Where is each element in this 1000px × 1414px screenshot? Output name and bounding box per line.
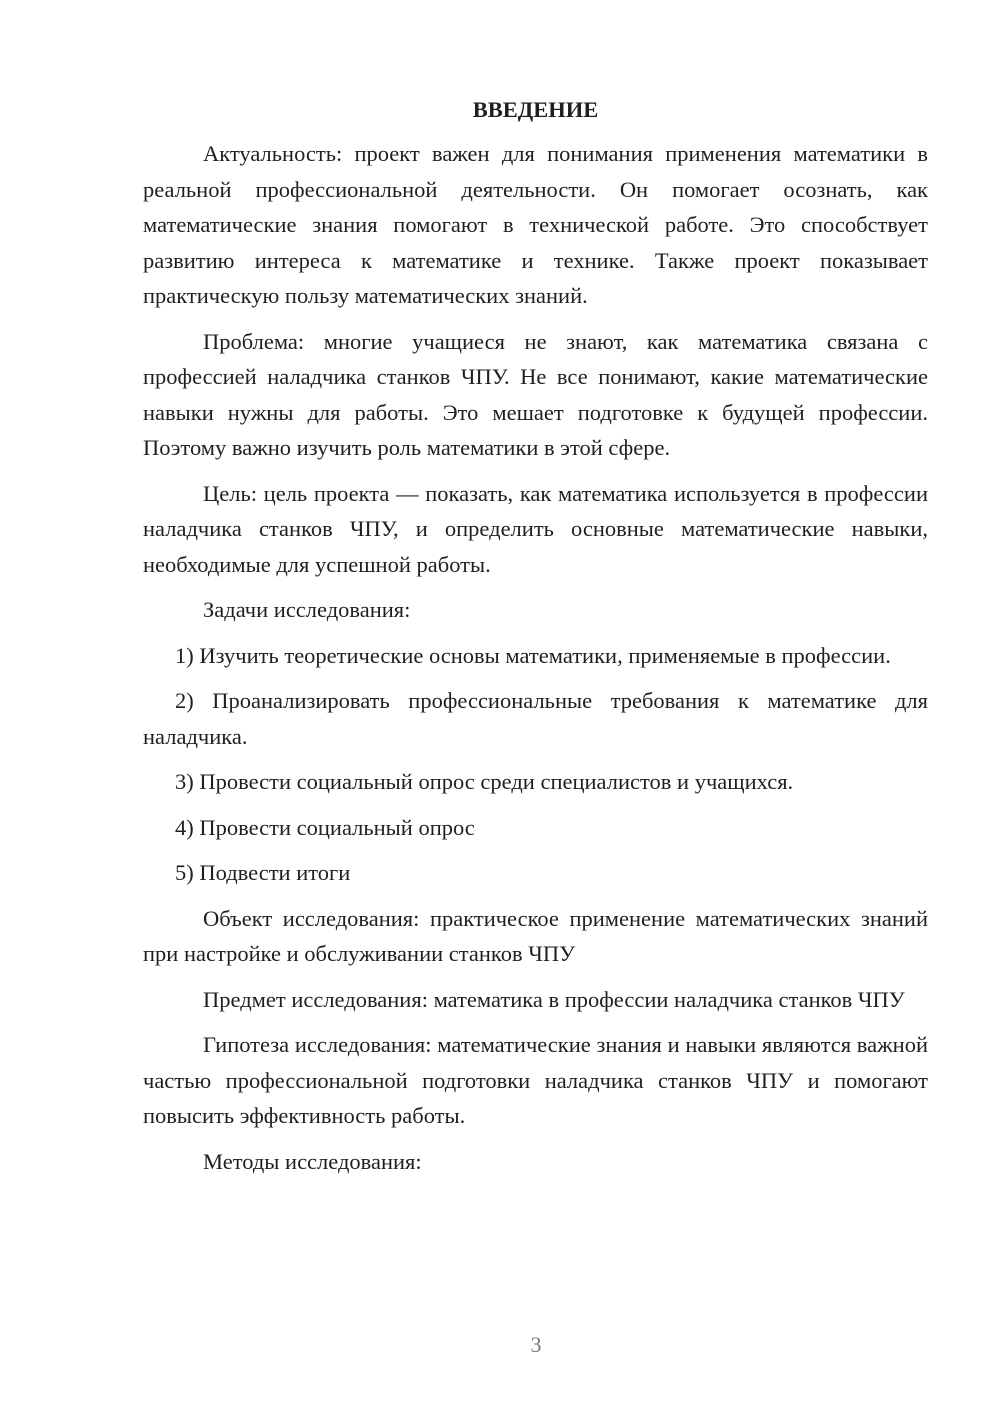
task-item: 4) Провести социальный опрос xyxy=(175,814,475,840)
section-title: ВВЕДЕНИЕ xyxy=(472,97,599,122)
tasks-list xyxy=(143,638,928,891)
task-item: 3) Провести социальный опрос среди специалистов и учащихся. xyxy=(175,769,794,794)
hypothesis-paragraph: Гипотеза исследования: математические знания и навыки являются важной частью профессиональной подготовки наладчика станков ЧПУ и помогают повысить эффективность работы. xyxy=(143,1032,928,1128)
methods-heading: Методы исследования: xyxy=(203,1148,422,1174)
goal-paragraph: Цель: цель проекта — показать, как математика используется в профессии наладчика станков ЧПУ, и определить основные математические навыки, необходимые для успешной работы. xyxy=(143,480,928,577)
task-item: 2) Проанализировать профессиональные требования к математике для наладчика. xyxy=(143,688,928,749)
page-number: 3 xyxy=(530,1332,542,1357)
relevance-paragraph: Актуальность: проект важен для понимания применения математики в реальной профессиональной деятельности. Он помогает осознать, как математические знания помогают в технической работе. Это способствует развитию интереса к математике и технике. Также проект показывает практическую пользу математических знаний. xyxy=(143,141,928,308)
problem-paragraph: Проблема: многие учащиеся не знают, как математика связана с профессией наладчика станков ЧПУ. Не все понимают, какие математические навыки нужны для работы. Это мешает подготовке к будущей профессии. Поэтому важно изучить роль математики в этой сфере. xyxy=(143,328,928,460)
task-item: 1) Изучить теоретические основы математики, применяемые в профессии. xyxy=(175,642,891,668)
page-content xyxy=(143,92,928,1189)
task-item: 5) Подвести итоги xyxy=(175,860,351,885)
object-paragraph: Объект исследования: практическое применение математических знаний при настройке и обслуживании станков ЧПУ xyxy=(143,905,928,966)
tasks-heading: Задачи исследования: xyxy=(203,597,411,622)
subject-paragraph: Предмет исследования: математика в профессии наладчика станков ЧПУ xyxy=(203,986,905,1012)
